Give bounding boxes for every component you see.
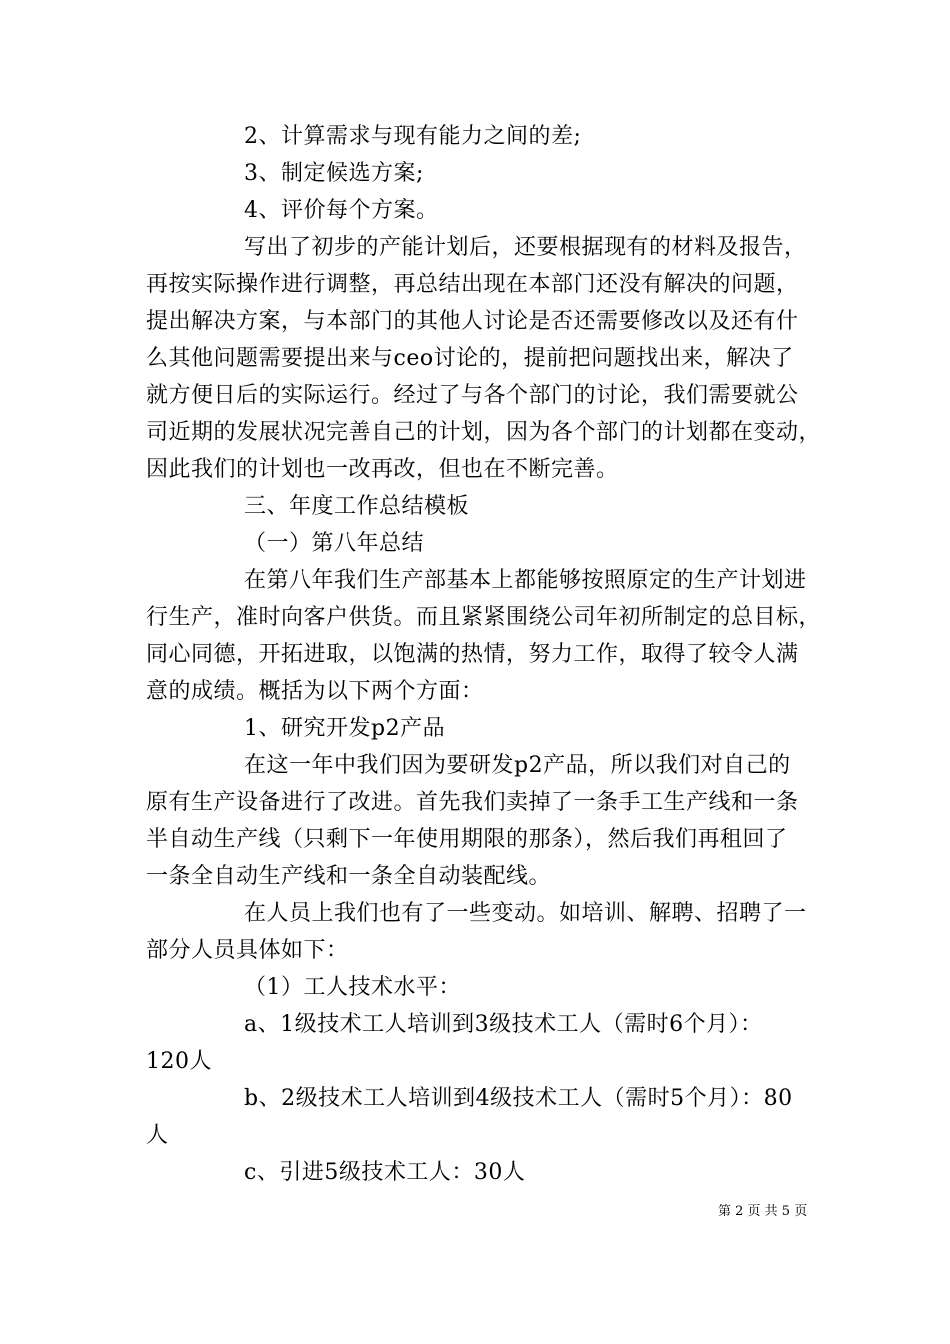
paragraph-line: 司近期的发展状况完善自己的计划，因为各个部门的计划都在变动， [146,420,822,445]
paragraph-line: 半自动生产线（只剩下一年使用期限的那条），然后我们再租回了 [146,827,788,852]
list-item-c: c、引进5级技术工人：30人 [244,1160,526,1185]
paragraph-line: 意的成绩。概括为以下两个方面： [146,679,484,704]
paragraph-line: 在人员上我们也有了一些变动。如培训、解聘、招聘了一 [244,901,807,926]
list-item-4: 4、评价每个方案。 [244,198,439,223]
paragraph-line: 在第八年我们生产部基本上都能够按照原定的生产计划进 [244,568,807,593]
list-item-2: 2、计算需求与现有能力之间的差; [244,124,582,149]
list-item-3: 3、制定候选方案; [244,161,424,186]
section-heading: 三、年度工作总结模板 [244,494,470,519]
item-heading: 1、研究开发p2产品 [244,716,446,741]
paragraph-line: 么其他问题需要提出来与ceo讨论的，提前把问题找出来，解决了 [146,346,794,371]
paragraph-line: 在这一年中我们因为要研发p2产品，所以我们对自己的 [244,753,791,778]
paragraph-line: 原有生产设备进行了改进。首先我们卖掉了一条手工生产线和一条 [146,790,799,815]
paragraph-line: 行生产，准时向客户供货。而且紧紧围绕公司年初所制定的总目标， [146,605,822,630]
paragraph-line: 再按实际操作进行调整，再总结出现在本部门还没有解决的问题， [146,272,799,297]
item-heading: （1）工人技术水平： [244,975,461,1000]
list-item-a-cont: 120人 [146,1049,212,1074]
page-number-footer: 第 2 页 共 5 页 [718,1204,808,1219]
list-item-b-cont: 人 [146,1123,169,1148]
list-item-b: b、2级技术工人培训到4级技术工人（需时5个月）：80 [244,1086,793,1111]
paragraph-line: 就方便日后的实际运行。经过了与各个部门的讨论，我们需要就公 [146,383,799,408]
paragraph-line: 写出了初步的产能计划后，还要根据现有的材料及报告， [244,235,807,260]
paragraph-line: 提出解决方案，与本部门的其他人讨论是否还需要修改以及还有什 [146,309,799,334]
list-item-a: a、1级技术工人培训到3级技术工人（需时6个月）： [244,1012,763,1037]
paragraph-line: 因此我们的计划也一改再改，但也在不断完善。 [146,457,619,482]
paragraph-line: 一条全自动生产线和一条全自动装配线。 [146,864,552,889]
paragraph-line: 同心同德，开拓进取，以饱满的热情，努力工作，取得了较令人满 [146,642,799,667]
subsection-heading: （一）第八年总结 [244,531,425,556]
paragraph-line: 部分人员具体如下： [146,938,349,963]
